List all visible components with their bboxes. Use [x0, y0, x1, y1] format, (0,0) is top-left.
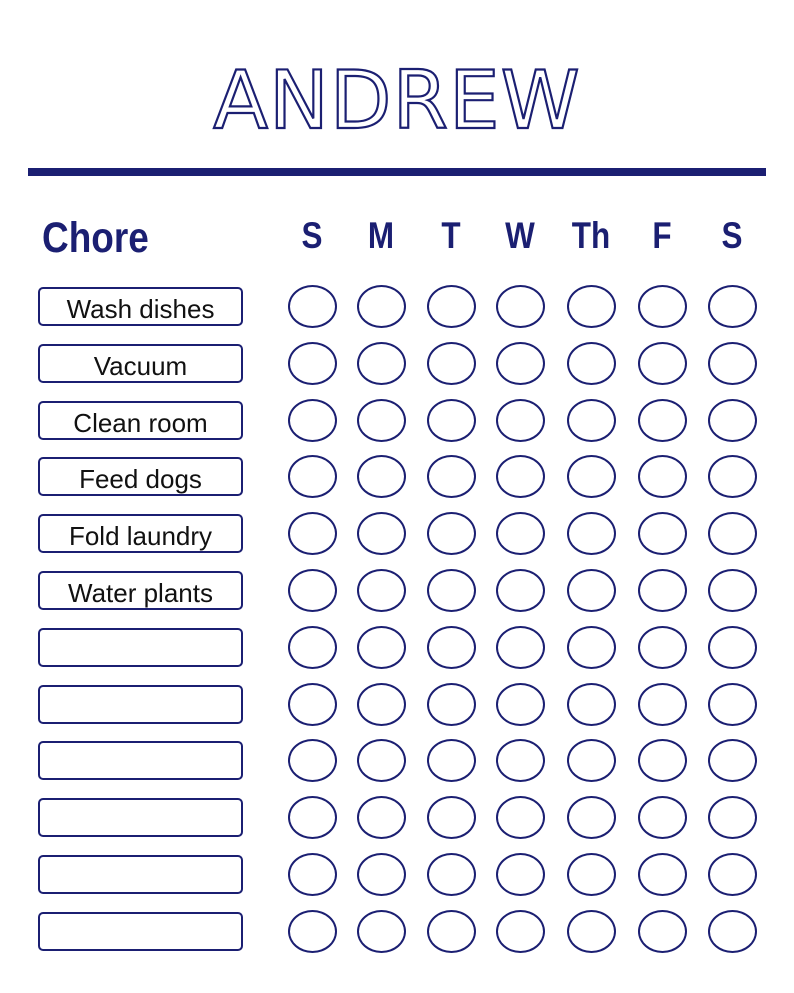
- chore-name-box[interactable]: Feed dogs: [38, 457, 243, 496]
- checkbox-circle[interactable]: [708, 342, 757, 385]
- checkbox-circle[interactable]: [567, 683, 616, 726]
- checkbox-circle[interactable]: [567, 626, 616, 669]
- checkbox-circle[interactable]: [357, 796, 406, 839]
- checkbox-circle[interactable]: [357, 342, 406, 385]
- chore-column-header: Chore: [42, 214, 149, 262]
- checkbox-circle[interactable]: [567, 853, 616, 896]
- checkbox-circle[interactable]: [288, 739, 337, 782]
- checkbox-circle[interactable]: [708, 569, 757, 612]
- checkbox-circle[interactable]: [496, 683, 545, 726]
- checkbox-circle[interactable]: [496, 455, 545, 498]
- checkbox-circle[interactable]: [708, 853, 757, 896]
- checkbox-circle[interactable]: [638, 853, 687, 896]
- checkbox-circle[interactable]: [357, 739, 406, 782]
- checkbox-circle[interactable]: [427, 512, 476, 555]
- checkbox-circle[interactable]: [357, 683, 406, 726]
- checkbox-circle[interactable]: [638, 512, 687, 555]
- checkbox-circle[interactable]: [357, 853, 406, 896]
- checkbox-circle[interactable]: [427, 683, 476, 726]
- checkbox-circle[interactable]: [638, 455, 687, 498]
- checkbox-circle[interactable]: [427, 455, 476, 498]
- checkbox-circle[interactable]: [708, 739, 757, 782]
- checkbox-circle[interactable]: [638, 683, 687, 726]
- checkbox-circle[interactable]: [357, 569, 406, 612]
- checkbox-circle[interactable]: [288, 455, 337, 498]
- checkbox-circle[interactable]: [427, 910, 476, 953]
- checkbox-circle[interactable]: [567, 796, 616, 839]
- checkbox-circle[interactable]: [496, 285, 545, 328]
- checkbox-circle[interactable]: [427, 569, 476, 612]
- chore-name-box[interactable]: Clean room: [38, 401, 243, 440]
- checkbox-circle[interactable]: [708, 285, 757, 328]
- day-header-4: Th: [571, 215, 611, 256]
- checkbox-circle[interactable]: [496, 910, 545, 953]
- checkbox-circle[interactable]: [288, 683, 337, 726]
- checkbox-circle[interactable]: [288, 512, 337, 555]
- checkbox-circle[interactable]: [567, 910, 616, 953]
- checkbox-circle[interactable]: [288, 910, 337, 953]
- checkbox-circle[interactable]: [708, 683, 757, 726]
- checkbox-circle[interactable]: [567, 455, 616, 498]
- checkbox-circle[interactable]: [496, 853, 545, 896]
- chore-name-box[interactable]: [38, 912, 243, 951]
- chore-name-box[interactable]: Fold laundry: [38, 514, 243, 553]
- checkbox-circle[interactable]: [427, 739, 476, 782]
- checkbox-circle[interactable]: [427, 399, 476, 442]
- checkbox-circle[interactable]: [708, 455, 757, 498]
- checkbox-circle[interactable]: [496, 342, 545, 385]
- chore-name-box[interactable]: Wash dishes: [38, 287, 243, 326]
- checkbox-circle[interactable]: [496, 399, 545, 442]
- day-header-5: F: [652, 215, 672, 256]
- chore-name-box[interactable]: [38, 628, 243, 667]
- title-divider: [28, 168, 766, 176]
- day-header-3: W: [505, 215, 535, 256]
- checkbox-circle[interactable]: [567, 342, 616, 385]
- checkbox-circle[interactable]: [567, 512, 616, 555]
- checkbox-circle[interactable]: [288, 399, 337, 442]
- checkbox-circle[interactable]: [567, 739, 616, 782]
- checkbox-circle[interactable]: [496, 739, 545, 782]
- checkbox-circle[interactable]: [357, 910, 406, 953]
- checkbox-circle[interactable]: [638, 342, 687, 385]
- day-header-1: M: [367, 215, 395, 256]
- checkbox-circle[interactable]: [288, 853, 337, 896]
- checkbox-circle[interactable]: [357, 285, 406, 328]
- checkbox-circle[interactable]: [638, 626, 687, 669]
- checkbox-circle[interactable]: [708, 796, 757, 839]
- chore-name-box[interactable]: [38, 855, 243, 894]
- checkbox-circle[interactable]: [708, 626, 757, 669]
- checkbox-circle[interactable]: [638, 399, 687, 442]
- chart-title-name: ANDREW: [213, 54, 581, 147]
- checkbox-circle[interactable]: [567, 569, 616, 612]
- checkbox-circle[interactable]: [638, 569, 687, 612]
- checkbox-circle[interactable]: [567, 285, 616, 328]
- chore-name-box[interactable]: [38, 798, 243, 837]
- checkbox-circle[interactable]: [427, 796, 476, 839]
- checkbox-circle[interactable]: [496, 512, 545, 555]
- day-header-6: S: [721, 215, 743, 256]
- checkbox-circle[interactable]: [288, 569, 337, 612]
- chore-name-box[interactable]: [38, 741, 243, 780]
- checkbox-circle[interactable]: [427, 626, 476, 669]
- checkbox-circle[interactable]: [496, 796, 545, 839]
- checkbox-circle[interactable]: [357, 512, 406, 555]
- checkbox-circle[interactable]: [567, 399, 616, 442]
- checkbox-circle[interactable]: [708, 910, 757, 953]
- checkbox-circle[interactable]: [638, 910, 687, 953]
- checkbox-circle[interactable]: [288, 285, 337, 328]
- checkbox-circle[interactable]: [427, 285, 476, 328]
- checkbox-circle[interactable]: [708, 399, 757, 442]
- chore-name-box[interactable]: Water plants: [38, 571, 243, 610]
- day-header-2: T: [441, 215, 461, 256]
- day-header-0: S: [301, 215, 323, 256]
- chore-name-box[interactable]: Vacuum: [38, 344, 243, 383]
- checkbox-circle[interactable]: [638, 285, 687, 328]
- checkbox-circle[interactable]: [357, 455, 406, 498]
- checkbox-circle[interactable]: [496, 569, 545, 612]
- checkbox-circle[interactable]: [288, 796, 337, 839]
- checkbox-circle[interactable]: [638, 739, 687, 782]
- checkbox-circle[interactable]: [288, 342, 337, 385]
- checkbox-circle[interactable]: [496, 626, 545, 669]
- checkbox-circle[interactable]: [357, 626, 406, 669]
- checkbox-circle[interactable]: [357, 399, 406, 442]
- checkbox-circle[interactable]: [288, 626, 337, 669]
- checkbox-circle[interactable]: [638, 796, 687, 839]
- checkbox-circle[interactable]: [427, 342, 476, 385]
- checkbox-circle[interactable]: [708, 512, 757, 555]
- checkbox-circle[interactable]: [427, 853, 476, 896]
- chore-name-box[interactable]: [38, 685, 243, 724]
